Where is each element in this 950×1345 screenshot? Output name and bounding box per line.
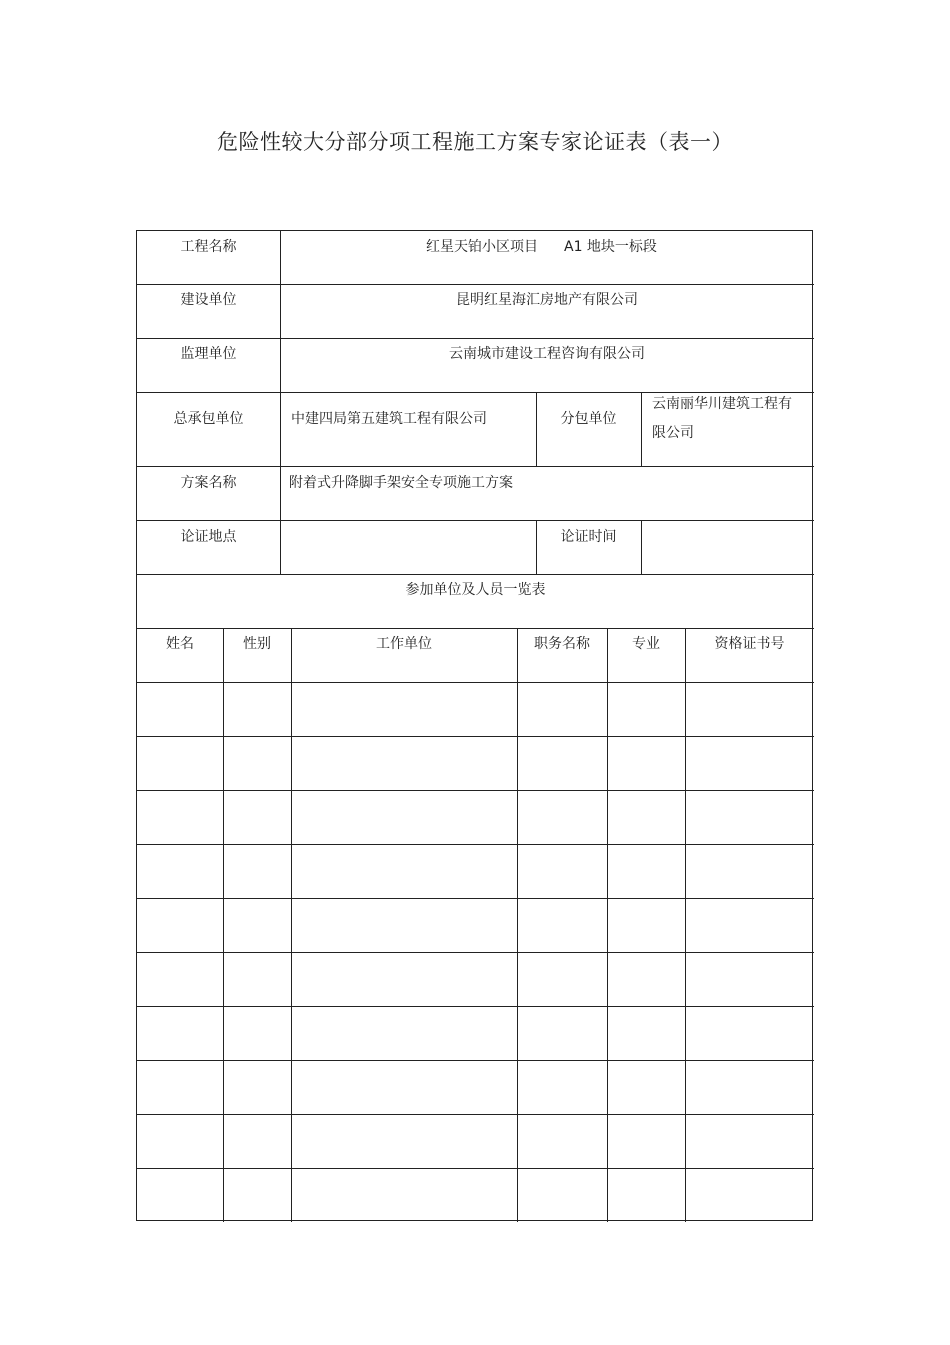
page-title: 危险性较大分部分项工程施工方案专家论证表（表一） <box>217 130 733 154</box>
column-header-certificate-no: 资格证书号 <box>714 636 785 652</box>
column-header-gender: 性别 <box>243 636 271 652</box>
expert-review-form <box>136 230 813 1221</box>
column-header-specialty: 专业 <box>632 636 660 652</box>
plan-name-label: 方案名称 <box>180 475 237 491</box>
supervisor-label: 监理单位 <box>180 346 237 362</box>
builder-label: 建设单位 <box>180 292 237 308</box>
review-location-label: 论证地点 <box>180 529 237 545</box>
review-time-label: 论证时间 <box>560 529 617 545</box>
supervisor-value: 云南城市建设工程咨询有限公司 <box>449 346 645 362</box>
column-header-work-unit: 工作单位 <box>376 636 432 652</box>
general-contractor-value: 中建四局第五建筑工程有限公司 <box>291 411 487 427</box>
builder-value: 昆明红星海汇房地产有限公司 <box>456 292 638 308</box>
column-header-name: 姓名 <box>166 636 194 652</box>
column-header-position: 职务名称 <box>534 636 590 652</box>
project-name-label: 工程名称 <box>180 239 237 255</box>
plan-name-value: 附着式升降脚手架安全专项施工方案 <box>289 475 513 491</box>
general-contractor-label: 总承包单位 <box>173 411 244 427</box>
subcontractor-value: 云南丽华川建筑工程有限公司 <box>652 396 792 441</box>
participants-section-title: 参加单位及人员一览表 <box>405 582 546 598</box>
project-name-value: 红星天铂小区项目 <box>426 239 538 255</box>
subcontractor-label: 分包单位 <box>560 411 617 427</box>
project-name-block: A1 地块一标段 <box>564 239 657 255</box>
